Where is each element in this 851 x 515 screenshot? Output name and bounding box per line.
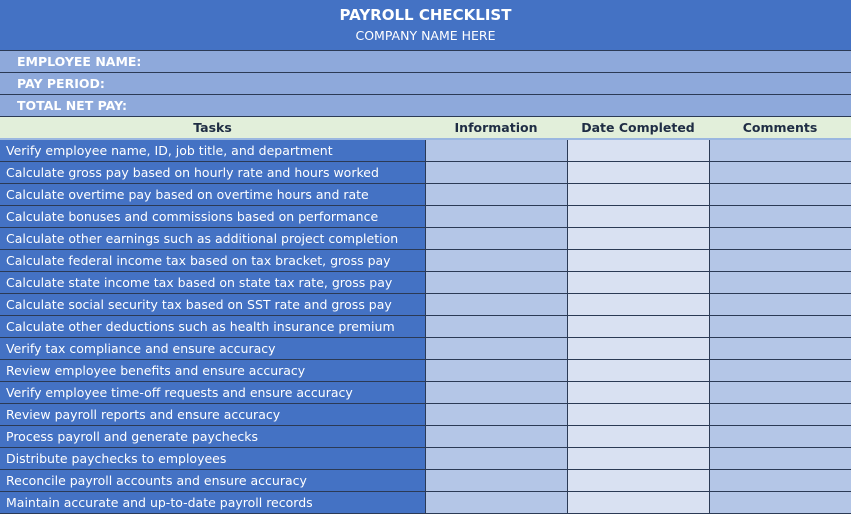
date-completed-cell[interactable] [567,316,709,337]
date-completed-cell[interactable] [567,426,709,447]
task-cell[interactable]: Maintain accurate and up-to-date payroll records [0,492,425,513]
total-net-pay-field[interactable]: TOTAL NET PAY: [0,95,851,117]
date-completed-cell[interactable] [567,140,709,161]
comments-cell[interactable] [709,206,851,227]
column-header-information: Information [454,120,538,135]
date-completed-cell[interactable] [567,360,709,381]
comments-cell[interactable] [709,382,851,403]
information-cell[interactable] [425,316,567,337]
task-cell[interactable]: Verify tax compliance and ensure accuracy [0,338,425,359]
title-banner [0,0,851,51]
employee-name-field[interactable]: EMPLOYEE NAME: [0,51,851,73]
company-name[interactable]: COMPANY NAME HERE [355,28,496,43]
pay-period-field[interactable]: PAY PERIOD: [0,73,851,95]
table-row [0,404,851,426]
task-table [0,140,851,514]
task-cell[interactable]: Calculate other deductions such as health insurance premium [0,316,425,337]
date-completed-cell[interactable] [567,294,709,315]
date-completed-cell[interactable] [567,492,709,513]
date-completed-cell[interactable] [567,272,709,293]
task-cell[interactable]: Verify employee time-off requests and ensure accuracy [0,382,425,403]
table-row [0,492,851,514]
comments-cell[interactable] [709,360,851,381]
table-row [0,228,851,250]
comments-cell[interactable] [709,404,851,425]
comments-cell[interactable] [709,426,851,447]
comments-cell[interactable] [709,162,851,183]
information-cell[interactable] [425,382,567,403]
task-cell[interactable]: Calculate bonuses and commissions based on performance [0,206,425,227]
date-completed-cell[interactable] [567,338,709,359]
column-header-date-completed: Date Completed [581,120,695,135]
date-completed-cell[interactable] [567,206,709,227]
information-cell[interactable] [425,250,567,271]
date-completed-cell[interactable] [567,382,709,403]
table-row [0,470,851,492]
comments-cell[interactable] [709,448,851,469]
comments-cell[interactable] [709,316,851,337]
task-cell[interactable]: Distribute paychecks to employees [0,448,425,469]
task-cell[interactable]: Calculate social security tax based on SST rate and gross pay [0,294,425,315]
information-cell[interactable] [425,294,567,315]
table-row [0,206,851,228]
comments-cell[interactable] [709,294,851,315]
comments-cell[interactable] [709,250,851,271]
information-cell[interactable] [425,206,567,227]
comments-cell[interactable] [709,338,851,359]
table-row [0,140,851,162]
date-completed-cell[interactable] [567,470,709,491]
information-cell[interactable] [425,492,567,513]
task-cell[interactable]: Calculate gross pay based on hourly rate and hours worked [0,162,425,183]
comments-cell[interactable] [709,470,851,491]
comments-cell[interactable] [709,492,851,513]
table-row [0,448,851,470]
information-cell[interactable] [425,360,567,381]
information-cell[interactable] [425,162,567,183]
column-header-tasks: Tasks [193,120,232,135]
information-cell[interactable] [425,184,567,205]
comments-cell[interactable] [709,140,851,161]
information-cell[interactable] [425,470,567,491]
column-headers [0,117,851,140]
task-cell[interactable]: Calculate federal income tax based on tax bracket, gross pay [0,250,425,271]
table-row [0,250,851,272]
table-row [0,272,851,294]
table-row [0,426,851,448]
task-cell[interactable]: Reconcile payroll accounts and ensure accuracy [0,470,425,491]
comments-cell[interactable] [709,184,851,205]
information-cell[interactable] [425,338,567,359]
table-row [0,360,851,382]
comments-cell[interactable] [709,228,851,249]
date-completed-cell[interactable] [567,404,709,425]
task-cell[interactable]: Process payroll and generate paychecks [0,426,425,447]
table-row [0,184,851,206]
information-cell[interactable] [425,448,567,469]
information-cell[interactable] [425,404,567,425]
date-completed-cell[interactable] [567,250,709,271]
table-row [0,316,851,338]
information-cell[interactable] [425,272,567,293]
comments-cell[interactable] [709,272,851,293]
task-cell[interactable]: Verify employee name, ID, job title, and department [0,140,425,161]
information-cell[interactable] [425,140,567,161]
date-completed-cell[interactable] [567,162,709,183]
date-completed-cell[interactable] [567,228,709,249]
table-row [0,162,851,184]
task-cell[interactable]: Review payroll reports and ensure accuracy [0,404,425,425]
task-cell[interactable]: Review employee benefits and ensure accuracy [0,360,425,381]
information-cell[interactable] [425,426,567,447]
task-cell[interactable]: Calculate other earnings such as additional project completion [0,228,425,249]
date-completed-cell[interactable] [567,184,709,205]
information-cell[interactable] [425,228,567,249]
date-completed-cell[interactable] [567,448,709,469]
table-row [0,294,851,316]
task-cell[interactable]: Calculate state income tax based on state tax rate, gross pay [0,272,425,293]
sheet-title: PAYROLL CHECKLIST [339,6,512,24]
table-row [0,338,851,360]
table-row [0,382,851,404]
task-cell[interactable]: Calculate overtime pay based on overtime hours and rate [0,184,425,205]
column-header-comments: Comments [742,120,818,135]
